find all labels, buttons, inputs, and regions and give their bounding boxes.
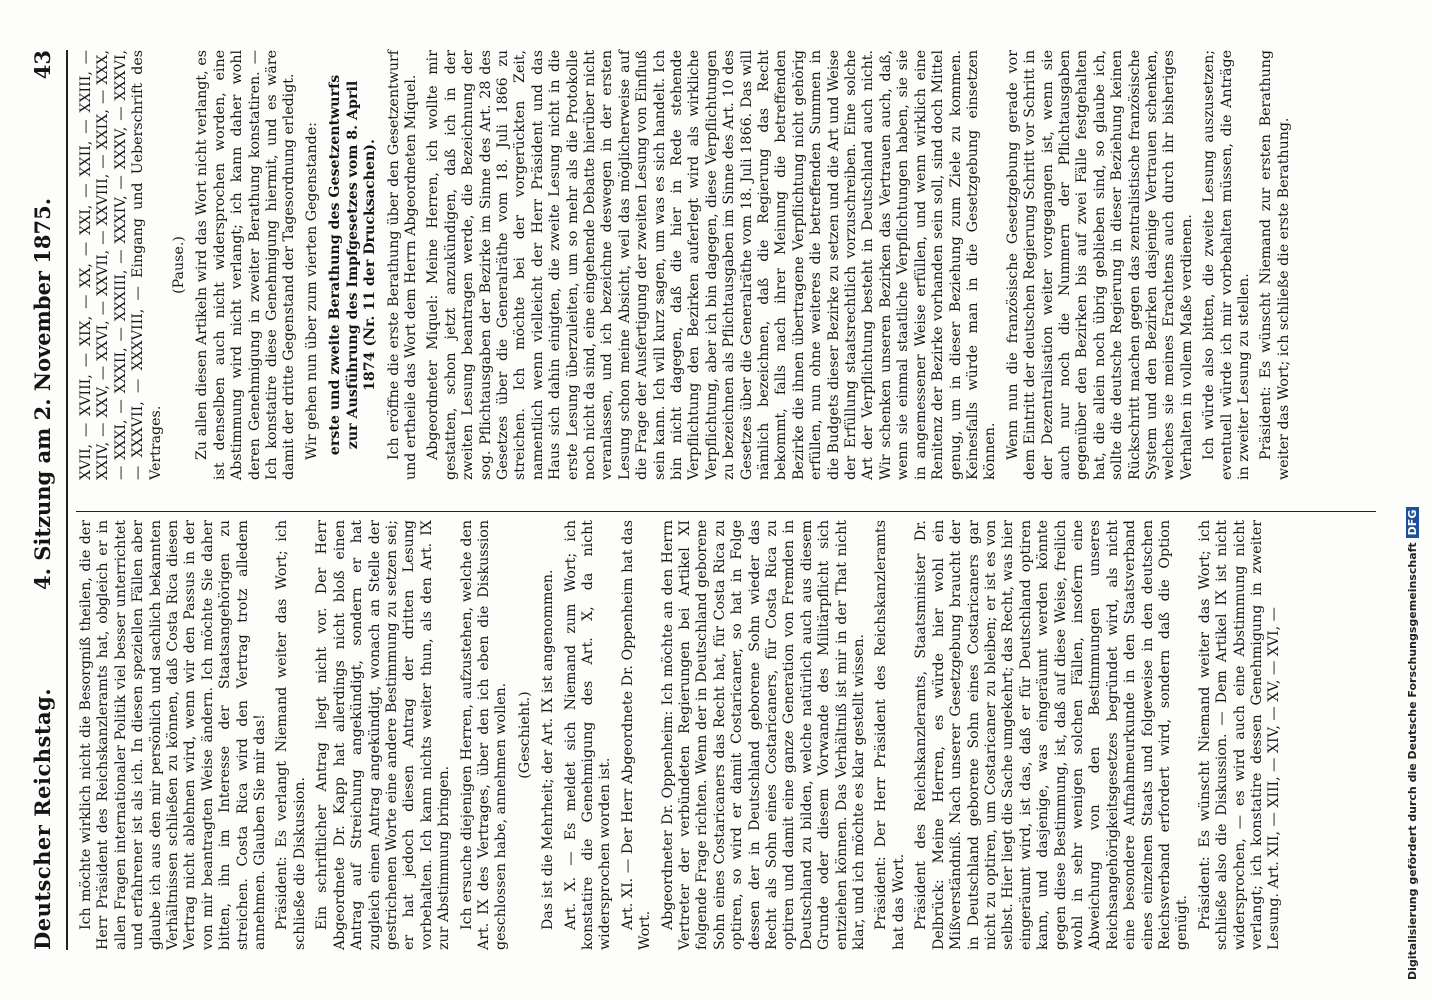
- paragraph: Wir gehen nun über zum vierten Gegenstande:: [303, 122, 320, 460]
- paragraph: Präsident: Es wünscht Niemand weiter das Wort; ich schließe also die Diskussion. — Dem Artikel IX ist nicht widersprochen, — es wird auch eine Abstimmung nicht verlangt; ich konstatire dessen Genehmigung in zweiter Lesung. Art. XII, — XIII, — XIV, — XV, — XVI, —: [1196, 520, 1283, 950]
- paragraph: Ich würde also bitten, die zweite Lesung auszusetzen; eventuell würde ich mir vorbehalten müssen, die Anträge in zweiter Lesung zu stellen.: [1201, 50, 1252, 480]
- paragraph: Zu allen diesen Artikeln wird das Wort nicht verlangt, es ist denselben auch nicht widersprochen worden, eine Abstimmung wird nicht verlangt; ich kann daher wohl deren Genehmigung in zweiter Berathung konstatiren. — Ich konstatire diese Genehmigung hiermit, und es wäre damit der dritte Gegenstand der Tagesordnung erledigt.: [194, 50, 298, 480]
- paragraph: Ich eröffne die erste Berathung über den Gesetzentwurf und ertheile das Wort dem Herrn Abgeordneten Miquel.: [385, 50, 419, 480]
- digitization-credit-text: [1406, 20, 1419, 980]
- paragraph: Ich möchte wirklich nicht die Besorgniß theilen, die der Herr Präsident des Reichskanzleramts hat, obgleich er in allen Fragen internationaler Politik viel besser unterrichtet und erfahrener ist als ich. In diesen speziellen Fällen aber glaube ich aus den mir persönlich und sachlich bekannten Verhältnissen schließen zu können, daß Costa Rica diesen Vertrag nicht ablehnen wird, wenn wir den Passus in der von mir beantragten Weise ändern. Ich möchte Sie daher bitten, ihn im Interesse der Staatsangehörigen zu streichen. Costa Rica wird den Vertrag trotz alledem annehmen. Glauben Sie mir das!: [78, 520, 269, 950]
- paragraph: Präsident: Es verlangt Niemand weiter das Wort; ich schließe die Diskussion.: [274, 520, 308, 950]
- paragraph: Präsident des Reichskanzleramts, Staatsminister Dr. Delbrück: Meine Herren, es würde hier wohl ein Mißverständniß. Nach unserer Gesetzgebung braucht der in Deutschland geborene Sohn eines Costaricaners gar nicht zu optiren, um Costaricaner zu bleiben; er ist es von selbst. Hier liegt die Sache umgekehrt; das Recht, was hier eingeräumt wird, ist das, daß er für Deutschland optiren kann, und dasjenige, was eingeräumt werden könnte gegen diese Bestimmung, ist, daß auf diese Weise, freilich wohl in sehr wenigen solchen Fällen, insofern eine Abweichung von den Bestimmungen unseres Reichsangehörigkeitsgesetzes begründet wird, als nicht eine besondere Aufnahmeurkunde in den Staatsverband eines einzelnen Staats und folgeweise in den deutschen Reichsverband erfordert wird, sondern daß die Option genügt.: [913, 520, 1191, 950]
- paragraph: Ich ersuche diejenigen Herren, aufzustehen, welche den Art. IX des Vertrages, über den ich eben die Diskussion geschlossen habe, annehmen wollen.: [458, 520, 510, 950]
- paragraph: XVII, — XVIII, — XIX, — XX, — XXI, — XXII, — XXIII, — XXIV, — XXV, — XXVI, — XXVII, — XXVIII, — XXIX, — XXX, — XXXI, — XXXII, — XXXIII, — XXXIV, — XXXV, — XXXVI, — XXXVII, — XXXVIII, — Eingang und Ueberschrift des Vertrages.: [78, 50, 164, 480]
- dfg-logo: DFG: [1406, 507, 1419, 539]
- paragraph: Das ist die Mehrheit; der Art. IX ist angenommen.: [540, 569, 557, 930]
- credit-note: Digitalisierung gefördert durch die Deutsche Forschungsgemeinschaft: [1406, 542, 1419, 980]
- header-rule: [66, 50, 68, 950]
- paragraph-stage-note: (Geschieht.): [516, 691, 533, 779]
- agenda-item-title: erste und zweite Berathung des Gesetzentwurfs zur Ausführung des Impfgesetzes vom 8. April 1874 (Nr. 11 der Drucksachen).: [327, 74, 379, 456]
- paragraph: Wenn nun die französische Gesetzgebung gerade vor dem Eintritt der deutschen Regierung Schritt vor Schritt in der Dezentralisation weiter vorgegangen ist, wenn sie auch nur noch die Nummern der Pflichtausgaben gegenüber den Bezirken bis auf zwei Fälle festgehalten hat, die allein noch übrig geblieben sind, so glaube ich, sollte die deutsche Regierung in dieser Beziehung keinen Rückschritt machen gegen das zentralistische französische System und den Bezirken dasjenige Vertrauen schenken, welches sie meines Erachtens auch durch ihr bisheriges Verhalten in vollem Maße verdienen.: [1004, 50, 1195, 480]
- digitization-credit: [1406, 20, 1430, 980]
- column-divider: [76, 511, 1376, 512]
- paragraph: Präsident: Es wünscht Niemand zur ersten Berathung weiter das Wort; ich schließe die erste Berathung.: [1258, 50, 1292, 480]
- header-left-title: Deutscher Reichstag.: [30, 687, 55, 950]
- paragraph: Abgeordneter Miquel: Meine Herren, ich wollte mir gestatten, schon jetzt anzukündigen, daß ich in der zweiten Lesung beantragen werde, die Bezeichnung der sog. Pflichtausgaben der Bezirke im Sinne des Art. 28 des Gesetzes über die Generalräthe vom 18. Juli 1866 zu streichen. Ich möchte bei der vorgerückten Zeit, namentlich wenn vielleicht der Herr Präsident und das Haus sich dahin einigten, die zweite Lesung nicht in die erste Lesung überzuleiten, um so mehr als die Protokolle noch nicht da sind, eine eingehende Debatte hierüber nicht veranlassen, und ich bezeichne deswegen in der ersten Lesung schon meine Absicht, weil das möglicherweise auf die Frage der Ausfertigung der zweiten Lesung von Einfluß sein kann. Ich will kurz sagen, um was es sich handelt. Ich bin nicht dagegen, daß die hier in Rede stehende Verpflichtung den Bezirken auferlegt wird als wirkliche Verpflichtung, aber ich bin dagegen, diese Verpflichtungen zu bezeichnen als Pflichtausgaben im Sinne des Art. 10 des Gesetzes über die Generalräthe vom 18. Juli 1866. Das will nämlich bezeichnen, daß die Regierung das Recht bekommt, falls nach ihrer Meinung die betreffenden Bezirke die ihnen übertragene Verpflichtung nicht gehörig erfüllen, nun ohne weiteres die betreffenden Summen in die Budgets dieser Bezirke zu setzen und die Art und Weise der Erfüllung staatsrechtlich vorzuschreiben. Eine solche Art der Verpflichtung besteht in Deutschland auch nicht. Wir schenken unseren Bezirken das Vertrauen auch, daß, wenn sie einmal staatliche Verpflichtungen haben, sie sie in angemessener Weise erfüllen, und wenn wirklich eine Renitenz der Bezirke vorhanden sein soll, sind doch Mittel genug, um in dieser Beziehung zum Ziele zu kommen. Keinesfalls würde man in die Gesetzgebung einsetzen können.: [425, 50, 999, 480]
- page-header: [30, 50, 60, 950]
- left-column: [78, 520, 1289, 950]
- paragraph-stage-note: (Pause.): [171, 236, 188, 294]
- paragraph: Präsident: Der Herr Präsident des Reichskanzleramts hat das Wort.: [873, 520, 907, 950]
- paragraph: Art. XI. — Der Herr Abgeordnete Dr. Oppenheim hat das Wort.: [619, 520, 654, 950]
- right-column: [78, 50, 1298, 480]
- paragraph: Art. X. — Es meldet sich Niemand zum Wort; ich konstatire die Genehmigung des Art. X, da nicht widersprochen worden ist.: [562, 520, 614, 950]
- page-number: 43: [30, 50, 55, 80]
- paragraph: Abgeordneter Dr. Oppenheim: Ich möchte an den Herrn Vertreter der verbündeten Regierungen bei Artikel XI folgende Frage richten. Wenn der in Deutschland geborene Sohn eines Costaricaners das Recht hat, für Costa Rica zu optiren, so wird er damit Costaricaner, so hat in Folge dessen der in Deutschland geborene Sohn wieder das Recht als Sohn eines Costaricaners, für Costa Rica zu optiren und damit eine ganze Generation von Fremden in Deutschland zu bilden, welche natürlich auch aus diesem Grunde oder diesem Vorwande des Militärpflicht sich entziehen können. Das Verhältniß ist mir in der That nicht klar, und ich möchte es klar gestellt wissen.: [659, 520, 868, 950]
- paragraph: Ein schriftlicher Antrag liegt nicht vor. Der Herr Abgeordnete Dr. Kapp hat allerdings nicht bloß einen Antrag auf Streichung angekündigt, sondern er hat zugleich einen Antrag angekündigt, wonach an Stelle der gestrichenen Worte eine andere Bestimmung zu setzen sei; er hat jedoch diesen Antrag der dritten Lesung vorbehalten. Ich kann nichts weiter thun, als den Art. IX zur Abstimmung bringen.: [314, 520, 453, 950]
- header-session-title: 4. Sitzung am 2. November 1875.: [30, 197, 55, 590]
